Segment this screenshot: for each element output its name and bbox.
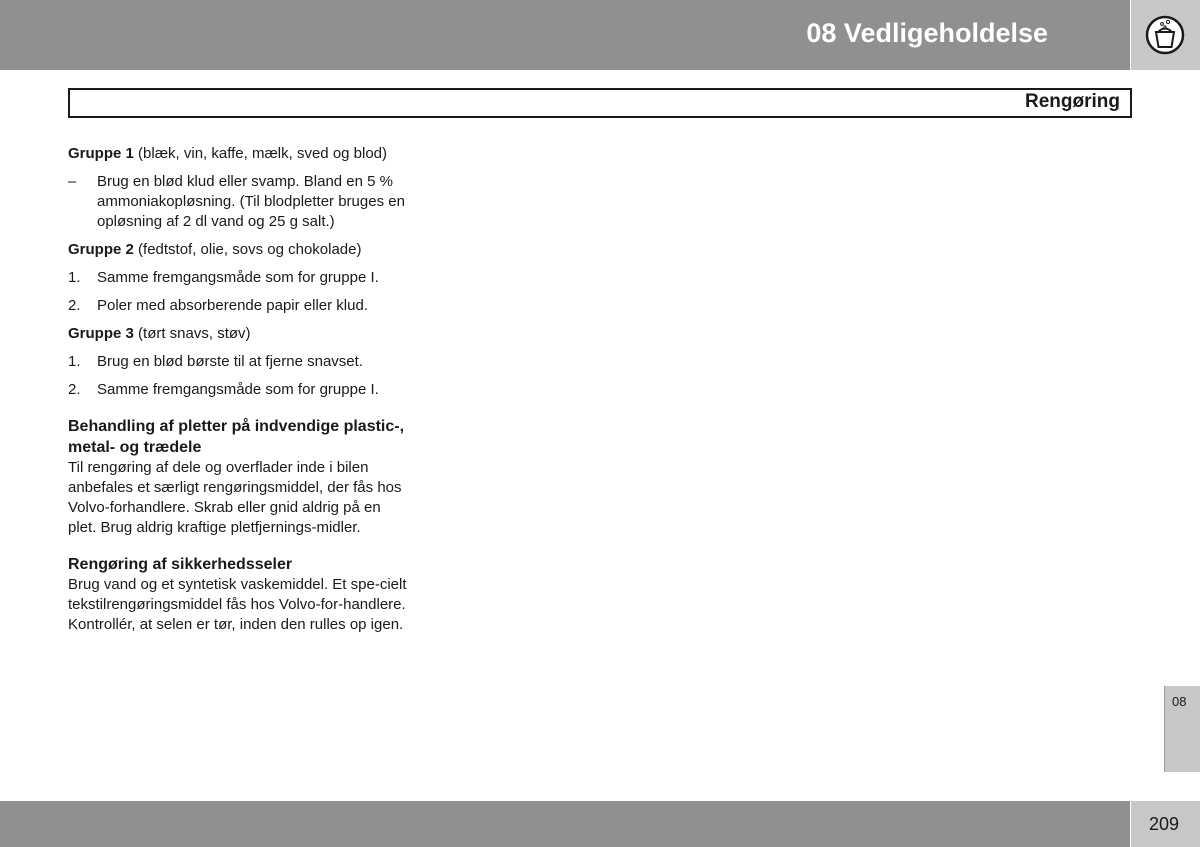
list-item-text: Samme fremgangsmåde som for gruppe I. (97, 269, 379, 286)
list-marker: 2. (68, 381, 81, 398)
list-item-text: Brug en blød klud eller svamp. Bland en 5 % ammoniakopløsning. (Til blodpletter bruges en opløsning af 2 dl vand og 25 g salt.) (97, 173, 405, 230)
content-column (68, 144, 408, 635)
page-number-box (1131, 801, 1200, 847)
group-1-desc: (blæk, vin, kaffe, mælk, sved og blod) (133, 145, 388, 162)
chapter-side-tab (1164, 686, 1200, 772)
side-tab-label: 08 (1172, 694, 1187, 709)
group-3-desc: (tørt snavs, støv) (133, 325, 251, 342)
header-band (0, 0, 1130, 70)
section-header (68, 88, 1132, 118)
maintenance-bucket-icon (1143, 15, 1187, 55)
seatbelt-cleaning-body: Brug vand og et syntetisk vaskemiddel. Et spe-cielt tekstilrengøringsmiddel fås hos Volvo-for-handlere. Kontrollér, at selen er tør, inden den rulles op igen. (68, 576, 407, 633)
chapter-title: 08 Vedligeholdelse (806, 18, 1048, 48)
list-item-text: Samme fremgangsmåde som for gruppe I. (97, 381, 379, 398)
group-1-label: Gruppe 1 (68, 145, 134, 162)
interior-stains-body: Til rengøring af dele og overflader inde i bilen anbefales et særligt rengøringsmiddel, der fås hos Volvo-forhandlere. Skrab eller gnid aldrig på en plet. Brug aldrig kraftige pletfjernings-midler. (68, 459, 402, 536)
list-marker: 2. (68, 297, 81, 314)
list-marker: 1. (68, 353, 81, 370)
group-2-label: Gruppe 2 (68, 241, 134, 258)
list-item (68, 380, 408, 400)
list-marker: 1. (68, 269, 81, 286)
group-3-intro (68, 324, 408, 344)
group-2-intro (68, 240, 408, 260)
group-2-desc: (fedtstof, olie, sovs og chokolade) (133, 241, 362, 258)
group-3-label: Gruppe 3 (68, 325, 134, 342)
seatbelt-cleaning-heading: Rengøring af sikkerhedsseler (68, 556, 293, 573)
list-item (68, 296, 408, 316)
list-item (68, 268, 408, 288)
interior-stains-heading: Behandling af pletter på indvendige plastic-, metal- og trædele (68, 418, 405, 456)
group-1-intro (68, 144, 408, 164)
page-number: 209 (1149, 814, 1180, 834)
section-title: Rengøring (1025, 91, 1120, 112)
list-item-text: Poler med absorberende papir eller klud. (97, 297, 368, 314)
list-marker: – (68, 173, 77, 190)
chapter-icon-box (1131, 0, 1200, 70)
footer-band (0, 801, 1130, 847)
list-item-text: Brug en blød børste til at fjerne snavset. (97, 353, 363, 370)
list-item (68, 172, 408, 232)
list-item (68, 352, 408, 372)
